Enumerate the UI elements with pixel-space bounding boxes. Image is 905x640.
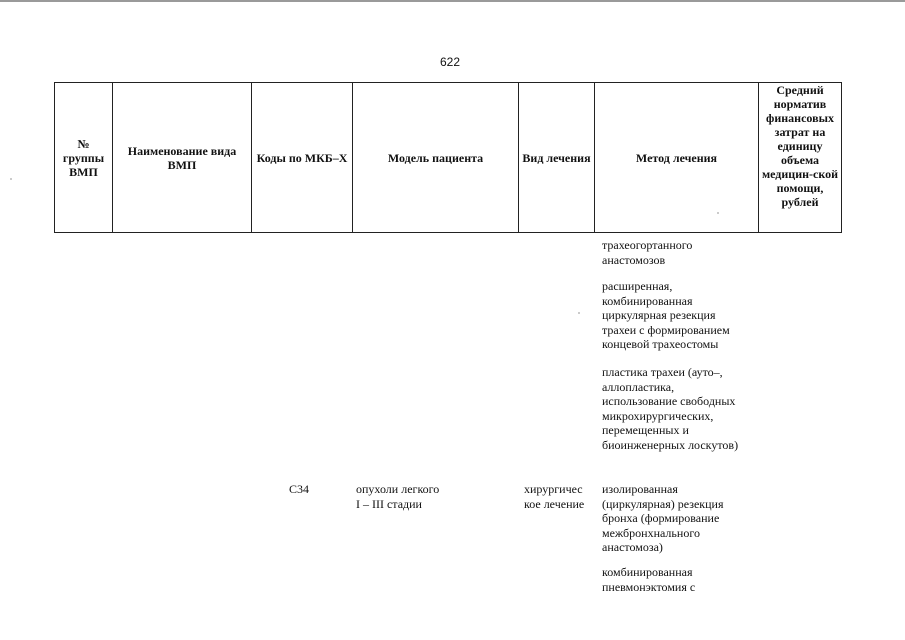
header-average-cost: Средний норматив финансовых затрат на единицу объема медицин-ской помощи, рублей: [759, 83, 842, 233]
header-patient-model: Модель пациента: [353, 83, 519, 233]
patient-model-cell: опухоли легкого I – III стадии: [356, 482, 440, 511]
scan-speck: [10, 178, 12, 180]
header-treatment-method: Метод лечения: [595, 83, 759, 233]
scan-speck: [578, 312, 580, 314]
header-vmp-name: Наименование вида ВМП: [113, 83, 252, 233]
icd-code-cell: С34: [289, 482, 310, 496]
header-group-number: № группы ВМП: [55, 83, 113, 233]
header-icd-codes: Коды по МКБ–Х: [252, 83, 353, 233]
method-text-1: трахеогортанного анастомозов: [602, 238, 693, 267]
scan-speck: [717, 212, 719, 214]
treatment-type-cell: хирургичес кое лечение: [524, 482, 585, 511]
method-text-3: пластика трахеи (ауто–, аллопластика, использование свободных микрохирургических, перемещенных и биоинженерных лоскутов): [602, 365, 739, 452]
table-header: [54, 82, 842, 233]
header-treatment-type: Вид лечения: [519, 83, 595, 233]
top-border: [0, 0, 905, 2]
page-number: 622: [439, 55, 461, 69]
method-text-5: комбинированная пневмонэктомия с: [602, 565, 696, 594]
method-text-4: изолированная (циркулярная) резекция бронха (формирование межбронхнального анастомоза): [602, 482, 724, 555]
method-text-2: расширенная, комбинированная циркулярная резекция трахеи с формированием концевой трахеостомы: [602, 279, 730, 352]
